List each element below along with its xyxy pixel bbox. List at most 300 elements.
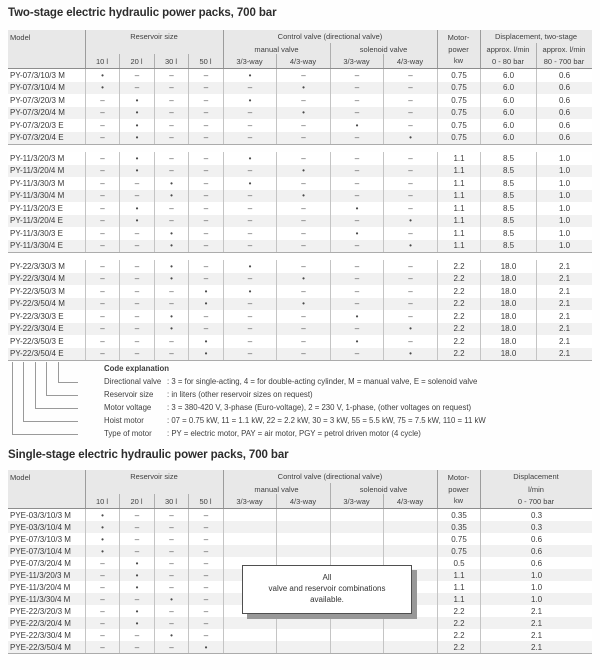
col-header-range: 0 - 700 bar: [517, 497, 555, 506]
displacement-low-cell: 18.0: [480, 310, 536, 323]
note-line3: available.: [310, 595, 344, 604]
mark-cell: –: [85, 581, 119, 593]
mark-cell: –: [188, 509, 223, 521]
displacement-high-cell: 2.1: [536, 260, 592, 273]
col-header-range-high: 80 - 700 bar: [543, 57, 585, 66]
motor-power-line1: Motor-: [447, 33, 470, 42]
displacement-high-cell: 2.1: [536, 273, 592, 286]
mark-cell: –: [330, 273, 383, 286]
code-explanation: [8, 360, 592, 444]
mark-cell: [276, 629, 330, 641]
mark-cell: –: [383, 119, 437, 132]
col-header-30l: 30 l: [164, 57, 178, 66]
header-subdivider: [536, 43, 537, 68]
mark-cell: •: [276, 165, 330, 178]
motor-power-cell: 0.75: [437, 69, 480, 82]
table-row: [8, 215, 592, 228]
mark-cell: –: [383, 227, 437, 240]
mark-cell: –: [85, 273, 119, 286]
mark-cell: –: [119, 82, 154, 95]
mark-cell: [383, 533, 437, 545]
model-cell: PY-22/3/30/4 M: [10, 274, 65, 284]
mark-cell: •: [154, 593, 188, 605]
col-header-solenoid-valve: solenoid valve: [359, 484, 408, 494]
code-item-text: : PY = electric motor, PAY = air motor, PGY = petrol driven motor (4 cycle): [167, 429, 421, 438]
mark-cell: [223, 509, 276, 521]
header-subdivider: [188, 54, 189, 68]
model-cell: PYE-22/3/20/4 M: [10, 618, 71, 628]
mark-cell: –: [383, 335, 437, 348]
mark-cell: –: [383, 107, 437, 120]
mark-cell: –: [276, 215, 330, 228]
mark-cell: –: [85, 605, 119, 617]
mark-cell: –: [188, 545, 223, 557]
mark-cell: –: [119, 629, 154, 641]
code-explanation-title: Code explanation: [104, 364, 169, 373]
mark-cell: •: [223, 94, 276, 107]
mark-cell: –: [223, 240, 276, 253]
mark-cell: –: [119, 227, 154, 240]
mark-cell: –: [330, 152, 383, 165]
col-header-reservoir: Reservoir size: [130, 32, 178, 41]
mark-cell: [276, 521, 330, 533]
mark-cell: –: [154, 152, 188, 165]
mark-cell: –: [85, 593, 119, 605]
mark-cell: –: [119, 69, 154, 82]
table-row: [8, 227, 592, 240]
col-header-manual-valve: manual valve: [254, 44, 299, 54]
motor-power-cell: 0.75: [437, 119, 480, 132]
header-subdivider: [330, 43, 331, 68]
mark-cell: –: [154, 107, 188, 120]
table2-header: [8, 470, 592, 509]
mark-cell: –: [119, 323, 154, 336]
mark-cell: [276, 533, 330, 545]
mark-cell: –: [188, 310, 223, 323]
mark-cell: •: [188, 285, 223, 298]
motor-power-line2: power: [448, 44, 469, 54]
mark-cell: –: [276, 227, 330, 240]
mark-cell: –: [223, 190, 276, 203]
mark-cell: –: [188, 605, 223, 617]
motor-power-cell: 1.1: [437, 240, 480, 253]
mark-cell: –: [154, 298, 188, 311]
mark-cell: –: [188, 273, 223, 286]
mark-cell: •: [119, 215, 154, 228]
table-row: [8, 94, 592, 107]
mark-cell: –: [383, 94, 437, 107]
displacement-cell: 0.6: [480, 557, 592, 569]
header-subdivider: [383, 54, 384, 68]
header-subdivider: [383, 494, 384, 508]
motor-power-cell: 2.2: [437, 260, 480, 273]
mark-cell: –: [188, 581, 223, 593]
displacement-high-cell: 2.1: [536, 348, 592, 361]
mark-cell: •: [85, 69, 119, 82]
model-cell: PYE-11/3/20/3 M: [10, 570, 71, 580]
mark-cell: •: [85, 545, 119, 557]
mark-cell: –: [188, 202, 223, 215]
model-cell: PY-11/3/20/3 M: [10, 153, 65, 163]
mark-cell: [330, 533, 383, 545]
col-header-approx2: approx. l/min: [542, 44, 586, 54]
code-item-label: Reservoir size: [104, 390, 154, 399]
mark-cell: [330, 629, 383, 641]
col-header-solenoid-33: 3/3-way: [343, 497, 370, 506]
header-subdivider: [330, 483, 331, 508]
motor-power-cell: 2.2: [437, 273, 480, 286]
mark-cell: –: [188, 569, 223, 581]
table-row: [8, 310, 592, 323]
motor-power-cell: 2.2: [437, 617, 480, 629]
displacement-low-cell: 8.5: [480, 240, 536, 253]
displacement-low-cell: 6.0: [480, 94, 536, 107]
table-row: [8, 298, 592, 311]
header-subdivider: [276, 54, 277, 68]
displacement-low-cell: 6.0: [480, 69, 536, 82]
displacement-low-cell: 18.0: [480, 285, 536, 298]
mark-cell: –: [188, 69, 223, 82]
motor-power-cell: 1.1: [437, 152, 480, 165]
mark-cell: •: [154, 260, 188, 273]
model-cell: PY-22/3/50/3 E: [10, 336, 64, 346]
displacement-low-cell: 8.5: [480, 215, 536, 228]
mark-cell: –: [330, 190, 383, 203]
model-cell: PY-11/3/30/3 M: [10, 178, 65, 188]
mark-cell: –: [154, 617, 188, 629]
mark-cell: –: [85, 240, 119, 253]
displacement-high-cell: 1.0: [536, 177, 592, 190]
mark-cell: –: [276, 152, 330, 165]
table-row: [8, 132, 592, 145]
displacement-high-cell: 0.6: [536, 69, 592, 82]
displacement-low-cell: 8.5: [480, 165, 536, 178]
mark-cell: •: [154, 629, 188, 641]
mark-cell: –: [223, 202, 276, 215]
mark-cell: –: [119, 260, 154, 273]
header-divider: [437, 470, 438, 508]
code-item-text: : 3 = for single-acting, 4 = for double-acting cylinder, M = manual valve, E = solenoid valve: [167, 377, 478, 386]
mark-cell: –: [154, 557, 188, 569]
mark-cell: •: [119, 94, 154, 107]
mark-cell: –: [276, 94, 330, 107]
mark-cell: –: [383, 202, 437, 215]
mark-cell: •: [85, 509, 119, 521]
motor-power-cell: 0.75: [437, 533, 480, 545]
displacement-high-cell: 2.1: [536, 323, 592, 336]
mark-cell: –: [85, 202, 119, 215]
mark-cell: [330, 545, 383, 557]
model-cell: PY-07/3/20/3 M: [10, 95, 65, 105]
mark-cell: [223, 545, 276, 557]
mark-cell: –: [188, 152, 223, 165]
mark-cell: –: [330, 165, 383, 178]
mark-cell: –: [85, 94, 119, 107]
mark-cell: –: [383, 260, 437, 273]
model-cell: PY-22/3/50/4 M: [10, 299, 65, 309]
mark-cell: –: [85, 310, 119, 323]
motor-power-cell: 0.75: [437, 107, 480, 120]
availability-note: [242, 565, 412, 614]
mark-cell: –: [223, 165, 276, 178]
mark-cell: –: [154, 215, 188, 228]
displacement-cell: 2.1: [480, 641, 592, 653]
mark-cell: –: [223, 215, 276, 228]
col-header-solenoid-43: 4/3-way: [396, 497, 424, 506]
motor-power-cell: 1.1: [437, 215, 480, 228]
header-divider: [480, 30, 481, 68]
mark-cell: •: [119, 152, 154, 165]
mark-cell: –: [223, 107, 276, 120]
mark-cell: –: [119, 310, 154, 323]
mark-cell: –: [223, 298, 276, 311]
mark-cell: •: [276, 190, 330, 203]
mark-cell: [383, 629, 437, 641]
mark-cell: •: [154, 240, 188, 253]
displacement-low-cell: 8.5: [480, 190, 536, 203]
mark-cell: •: [383, 348, 437, 361]
displacement-cell: 2.1: [480, 629, 592, 641]
mark-cell: –: [188, 323, 223, 336]
mark-cell: –: [223, 323, 276, 336]
mark-cell: –: [188, 107, 223, 120]
mark-cell: –: [276, 132, 330, 145]
displacement-cell: 2.1: [480, 605, 592, 617]
displacement-high-cell: 2.1: [536, 335, 592, 348]
motor-power-line3: kw: [453, 56, 464, 65]
displacement-high-cell: 1.0: [536, 190, 592, 203]
mark-cell: •: [119, 557, 154, 569]
mark-cell: –: [383, 273, 437, 286]
mark-cell: –: [85, 132, 119, 145]
col-header-reservoir: Reservoir size: [130, 472, 178, 481]
table-row: [8, 533, 592, 545]
mark-cell: •: [330, 310, 383, 323]
model-cell: PYE-07/3/10/4 M: [10, 546, 71, 556]
mark-cell: –: [188, 557, 223, 569]
col-header-30l: 30 l: [164, 497, 178, 506]
motor-power-cell: 2.2: [437, 298, 480, 311]
col-header-20l: 20 l: [130, 497, 143, 506]
mark-cell: –: [383, 177, 437, 190]
displacement-high-cell: 1.0: [536, 227, 592, 240]
motor-power-cell: 0.35: [437, 509, 480, 521]
model-cell: PY-07/3/20/4 M: [10, 108, 65, 118]
mark-cell: –: [188, 240, 223, 253]
table-group: [8, 69, 592, 145]
displacement-low-cell: 6.0: [480, 82, 536, 95]
mark-cell: •: [330, 227, 383, 240]
mark-cell: –: [119, 348, 154, 361]
mark-cell: –: [119, 285, 154, 298]
mark-cell: –: [119, 273, 154, 286]
mark-cell: •: [276, 107, 330, 120]
mark-cell: –: [330, 69, 383, 82]
header-divider: [223, 30, 224, 68]
mark-cell: •: [330, 335, 383, 348]
table-row: [8, 119, 592, 132]
col-header-manual-33: 3/3-way: [236, 497, 263, 506]
model-cell: PYE-03/3/10/4 M: [10, 522, 71, 532]
mark-cell: –: [330, 285, 383, 298]
model-cell: PYE-22/3/50/4 M: [10, 642, 71, 652]
mark-cell: •: [223, 177, 276, 190]
code-item-text: : in liters (other reservoir sizes on request): [167, 390, 313, 399]
mark-cell: –: [330, 240, 383, 253]
mark-cell: –: [276, 202, 330, 215]
table-row: [8, 69, 592, 82]
mark-cell: –: [85, 335, 119, 348]
mark-cell: •: [119, 107, 154, 120]
mark-cell: •: [154, 190, 188, 203]
model-cell: PY-11/3/20/4 M: [10, 166, 65, 176]
code-item-label: Motor voltage: [104, 403, 152, 412]
table-row: [8, 521, 592, 533]
mark-cell: –: [383, 152, 437, 165]
displacement-high-cell: 0.6: [536, 82, 592, 95]
mark-cell: –: [330, 177, 383, 190]
mark-cell: –: [276, 260, 330, 273]
table-group: [8, 260, 592, 361]
model-cell: PY-11/3/30/4 M: [10, 191, 65, 201]
mark-cell: •: [119, 581, 154, 593]
mark-cell: –: [85, 285, 119, 298]
mark-cell: –: [276, 69, 330, 82]
mark-cell: –: [223, 82, 276, 95]
mark-cell: –: [85, 569, 119, 581]
mark-cell: •: [223, 69, 276, 82]
col-header-control-valve: Control valve (directional valve): [277, 32, 383, 41]
col-header-solenoid-43: 4/3-way: [396, 57, 424, 66]
single-stage-table: [8, 470, 592, 654]
code-item-text: : 3 = 380-420 V, 3-phase (Euro-voltage), 2 = 230 V, 1-phase, (other voltages on request): [167, 403, 472, 412]
mark-cell: •: [383, 132, 437, 145]
mark-cell: •: [383, 215, 437, 228]
header-divider: [437, 30, 438, 68]
table-row: [8, 617, 592, 629]
col-header-10l: 10 l: [95, 497, 109, 506]
mark-cell: [276, 617, 330, 629]
table1-body: [8, 69, 592, 361]
mark-cell: –: [119, 177, 154, 190]
header-divider: [223, 470, 224, 508]
model-cell: PY-22/3/50/3 M: [10, 286, 65, 296]
mark-cell: –: [188, 260, 223, 273]
displacement-low-cell: 8.5: [480, 227, 536, 240]
mark-cell: –: [223, 273, 276, 286]
mark-cell: –: [154, 132, 188, 145]
mark-cell: –: [330, 107, 383, 120]
mark-cell: –: [330, 323, 383, 336]
table-row: [8, 152, 592, 165]
mark-cell: –: [119, 593, 154, 605]
mark-cell: –: [85, 298, 119, 311]
mark-cell: –: [330, 94, 383, 107]
col-header-manual-43: 4/3-way: [289, 497, 317, 506]
mark-cell: –: [383, 82, 437, 95]
table-row: [8, 273, 592, 286]
mark-cell: –: [383, 190, 437, 203]
mark-cell: –: [85, 323, 119, 336]
mark-cell: –: [119, 190, 154, 203]
motor-power-cell: 1.1: [437, 593, 480, 605]
table-row: [8, 82, 592, 95]
mark-cell: •: [119, 605, 154, 617]
model-cell: PY-07/3/10/3 M: [10, 70, 65, 80]
motor-power-cell: 1.1: [437, 190, 480, 203]
mark-cell: [223, 521, 276, 533]
mark-cell: [383, 509, 437, 521]
mark-cell: •: [188, 348, 223, 361]
table-row: [8, 335, 592, 348]
col-header-manual-33: 3/3-way: [236, 57, 263, 66]
mark-cell: –: [154, 581, 188, 593]
mark-cell: –: [383, 165, 437, 178]
mark-cell: –: [330, 132, 383, 145]
mark-cell: –: [188, 165, 223, 178]
mark-cell: •: [119, 617, 154, 629]
mark-cell: •: [85, 82, 119, 95]
mark-cell: •: [330, 119, 383, 132]
mark-cell: –: [276, 285, 330, 298]
col-header-manual-valve: manual valve: [254, 484, 299, 494]
code-item-reservoir-size: [104, 388, 313, 401]
displacement-cell: 2.1: [480, 617, 592, 629]
mark-cell: –: [119, 335, 154, 348]
mark-cell: –: [276, 348, 330, 361]
mark-cell: –: [188, 227, 223, 240]
mark-cell: •: [276, 82, 330, 95]
mark-cell: –: [154, 521, 188, 533]
mark-cell: –: [119, 509, 154, 521]
mark-cell: [223, 629, 276, 641]
mark-cell: •: [188, 641, 223, 653]
col-header-displacement: Displacement, two-stage: [494, 32, 578, 41]
col-header-model: Model: [10, 473, 31, 482]
displacement-high-cell: 2.1: [536, 298, 592, 311]
motor-power-cell: 0.75: [437, 82, 480, 95]
model-cell: PY-07/3/10/4 M: [10, 83, 65, 93]
motor-power-cell: 2.2: [437, 641, 480, 653]
mark-cell: [383, 521, 437, 533]
mark-cell: –: [383, 310, 437, 323]
mark-cell: –: [154, 509, 188, 521]
col-header-manual-43: 4/3-way: [289, 57, 317, 66]
table-row: [8, 285, 592, 298]
mark-cell: [330, 617, 383, 629]
motor-power-cell: 0.5: [437, 557, 480, 569]
mark-cell: •: [223, 152, 276, 165]
model-cell: PY-22/3/30/3 E: [10, 311, 64, 321]
displacement-cell: 1.0: [480, 569, 592, 581]
model-cell: PY-11/3/30/4 E: [10, 241, 63, 251]
col-header-solenoid-valve: solenoid valve: [359, 44, 408, 54]
table1-header: [8, 30, 592, 69]
col-header-motor-power: [437, 470, 480, 508]
model-cell: PY-11/3/20/3 E: [10, 203, 63, 213]
mark-cell: •: [85, 521, 119, 533]
mark-cell: –: [154, 94, 188, 107]
motor-power-cell: 1.1: [437, 165, 480, 178]
mark-cell: •: [119, 165, 154, 178]
mark-cell: –: [85, 227, 119, 240]
mark-cell: –: [85, 165, 119, 178]
col-header-control-valve: Control valve (directional valve): [277, 472, 383, 481]
mark-cell: •: [154, 273, 188, 286]
displacement-high-cell: 0.6: [536, 119, 592, 132]
mark-cell: –: [188, 533, 223, 545]
mark-cell: [330, 521, 383, 533]
